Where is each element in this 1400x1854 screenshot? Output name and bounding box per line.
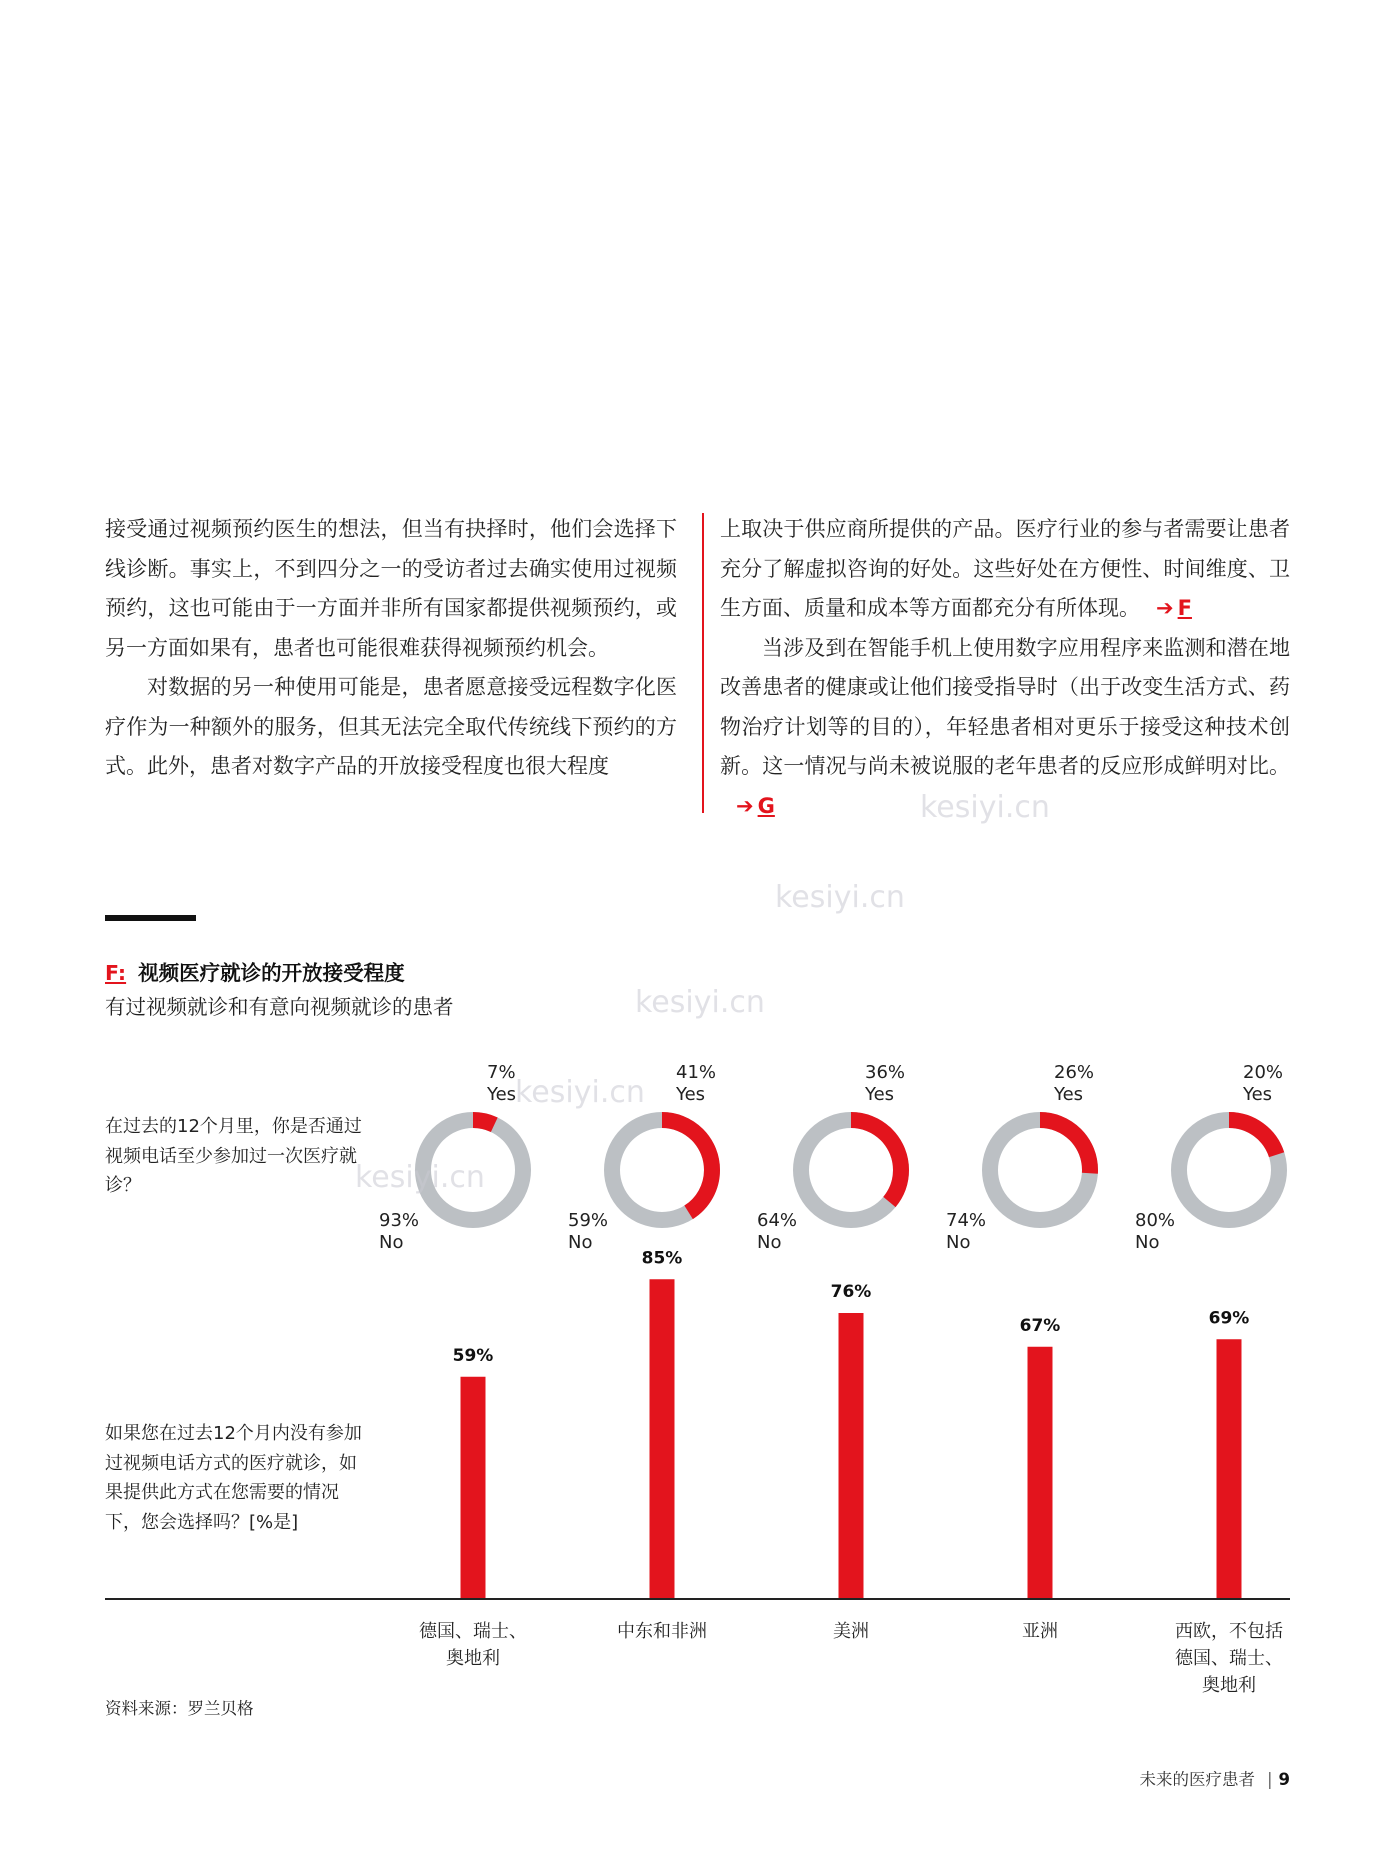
figure-g-link[interactable] [736,794,775,818]
donut-yes-label [676,1062,716,1106]
donut-no-word: No [568,1232,593,1253]
donut-yes-word: Yes [1243,1084,1273,1105]
donut-yes-value: 26% [1054,1062,1095,1083]
donut-yes-value: 7% [487,1062,516,1083]
donut-no-label [568,1210,608,1254]
donut-yes-word: Yes [676,1084,706,1105]
watermark: kesiyi.cn [515,1075,645,1110]
donut-no-word: No [1135,1232,1160,1253]
figure-f-link[interactable] [1156,596,1192,620]
question-2-label: 如果您在过去12个月内没有参加过视频电话方式的医疗就诊，如果提供此方式在您需要的情况下，您会选择吗？[%是] [105,1423,362,1533]
donut-no-label [1135,1210,1175,1254]
category-label-line: 中东和非洲 [617,1621,707,1642]
donut-no-value: 59% [568,1210,609,1231]
watermark: kesiyi.cn [355,1160,485,1195]
article-left-column [105,510,677,787]
donut-chart [423,1120,523,1220]
category-label [955,1618,1125,1645]
figure-subtitle: 有过视频就诊和有意向视频就诊的患者 [105,995,454,1019]
arrow-right-icon: ➔ [736,793,754,818]
donut-chart [1179,1120,1279,1220]
right-paragraph-2 [720,629,1290,827]
donut-no-word: No [379,1232,404,1253]
question-1-label: 在过去的12个月里，你是否通过视频电话至少参加过一次医疗就诊？ [105,1116,362,1196]
watermark: kesiyi.cn [775,880,905,915]
category-label-line: 美洲 [833,1621,869,1642]
donut-chart [990,1120,1090,1220]
category-label-line: 奥地利 [1202,1675,1256,1696]
left-paragraph-1: 接受通过视频预约医生的想法，但当有抉择时，他们会选择下线诊断。事实上，不到四分之一的受访者过去确实使用过视频预约，这也可能由于一方面并非所有国家都提供视频预约，或另一方面如果有，患者也可能很难获得视频预约机会。 [105,517,677,660]
donut-yes-word: Yes [487,1084,517,1105]
category-label-line: 德国、瑞士、 [419,1621,527,1642]
donut-no-word: No [946,1232,971,1253]
donut-chart [612,1120,712,1220]
donut-yes-value: 20% [1243,1062,1284,1083]
bar [1217,1339,1242,1598]
category-label [1144,1618,1314,1699]
column-divider [702,513,704,813]
bar-value-label: 76% [830,1282,872,1302]
category-label-line: 西欧，不包括 [1175,1621,1283,1642]
bar-value-label: 67% [1019,1315,1061,1336]
watermark: kesiyi.cn [920,790,1050,825]
donut-chart [801,1120,901,1220]
bar [650,1279,675,1598]
bar [461,1377,486,1598]
donut-no-label [757,1210,797,1254]
section-rule [105,915,196,921]
donut-yes-value: 41% [676,1062,717,1083]
right-paragraph-1 [720,510,1290,629]
figure-title-text: 视频医疗就诊的开放接受程度 [138,961,405,985]
donut-yes-word: Yes [865,1084,895,1105]
arrow-right-icon: ➔ [1156,596,1174,620]
bar-chart-baseline [105,1598,1290,1600]
donut-yes-value: 36% [865,1062,906,1083]
donut-yes-label [487,1062,516,1106]
bar [839,1313,864,1598]
donut-yes-label [1054,1062,1094,1106]
bar-value-label: 69% [1208,1308,1250,1329]
right-paragraph-1-text: 上取决于供应商所提供的产品。医疗行业的参与者需要让患者充分了解虚拟咨询的好处。这些好处在方便性、时间维度、卫生方面、质量和成本等方面都充分有所体现。 [720,517,1290,620]
figure-title [105,956,405,986]
left-paragraph-2: 对数据的另一种使用可能是，患者愿意接受远程数字化医疗作为一种额外的服务，但其无法完全取代传统线下预约的方式。此外，患者对数字产品的开放接受程度也很大程度 [105,675,677,778]
donut-yes-label [1243,1062,1283,1106]
bar-value-label: 59% [452,1345,494,1366]
donut-no-value: 93% [379,1210,420,1231]
figure-letter: F: [105,961,127,985]
category-label-line: 亚洲 [1022,1621,1058,1642]
page-number: 9 [1278,1770,1290,1789]
right-paragraph-2-text: 当涉及到在智能手机上使用数字应用程序来监测和潜在地改善患者的健康或让他们接受指导时（出于改变生活方式、药物治疗计划等的目的），年轻患者相对更乐于接受这种技术创新。这一情况与尚未被说服的老年患者的反应形成鲜明对比。 [720,635,1290,778]
donut-no-label [379,1210,419,1254]
donut-no-value: 74% [946,1210,987,1231]
category-label-line: 奥地利 [446,1648,500,1669]
watermark: kesiyi.cn [635,985,765,1020]
bar [1028,1347,1053,1598]
article-right-column [720,510,1290,826]
bar-value-label: 85% [641,1248,683,1269]
category-label-line: 德国、瑞士、 [1175,1648,1283,1669]
donut-yes-word: Yes [1054,1084,1084,1105]
donut-no-word: No [757,1232,782,1253]
donut-chart-row [0,1050,1400,1260]
donut-slice-no [423,1120,523,1220]
category-label [766,1618,936,1645]
figure-f-ref: F [1177,596,1192,620]
bar-chart [0,1248,1400,1600]
category-label [388,1618,558,1672]
source-note: 资料来源：罗兰贝格 [105,1699,254,1718]
donut-no-value: 64% [757,1210,798,1231]
donut-yes-label [865,1062,905,1106]
category-label [577,1618,747,1645]
donut-no-value: 80% [1135,1210,1176,1231]
donut-no-label [946,1210,986,1254]
footer-title: 未来的医疗患者 [1139,1770,1255,1789]
page-footer [1139,1766,1290,1790]
figure-g-ref: G [757,793,775,818]
footer-separator: | [1266,1770,1273,1789]
